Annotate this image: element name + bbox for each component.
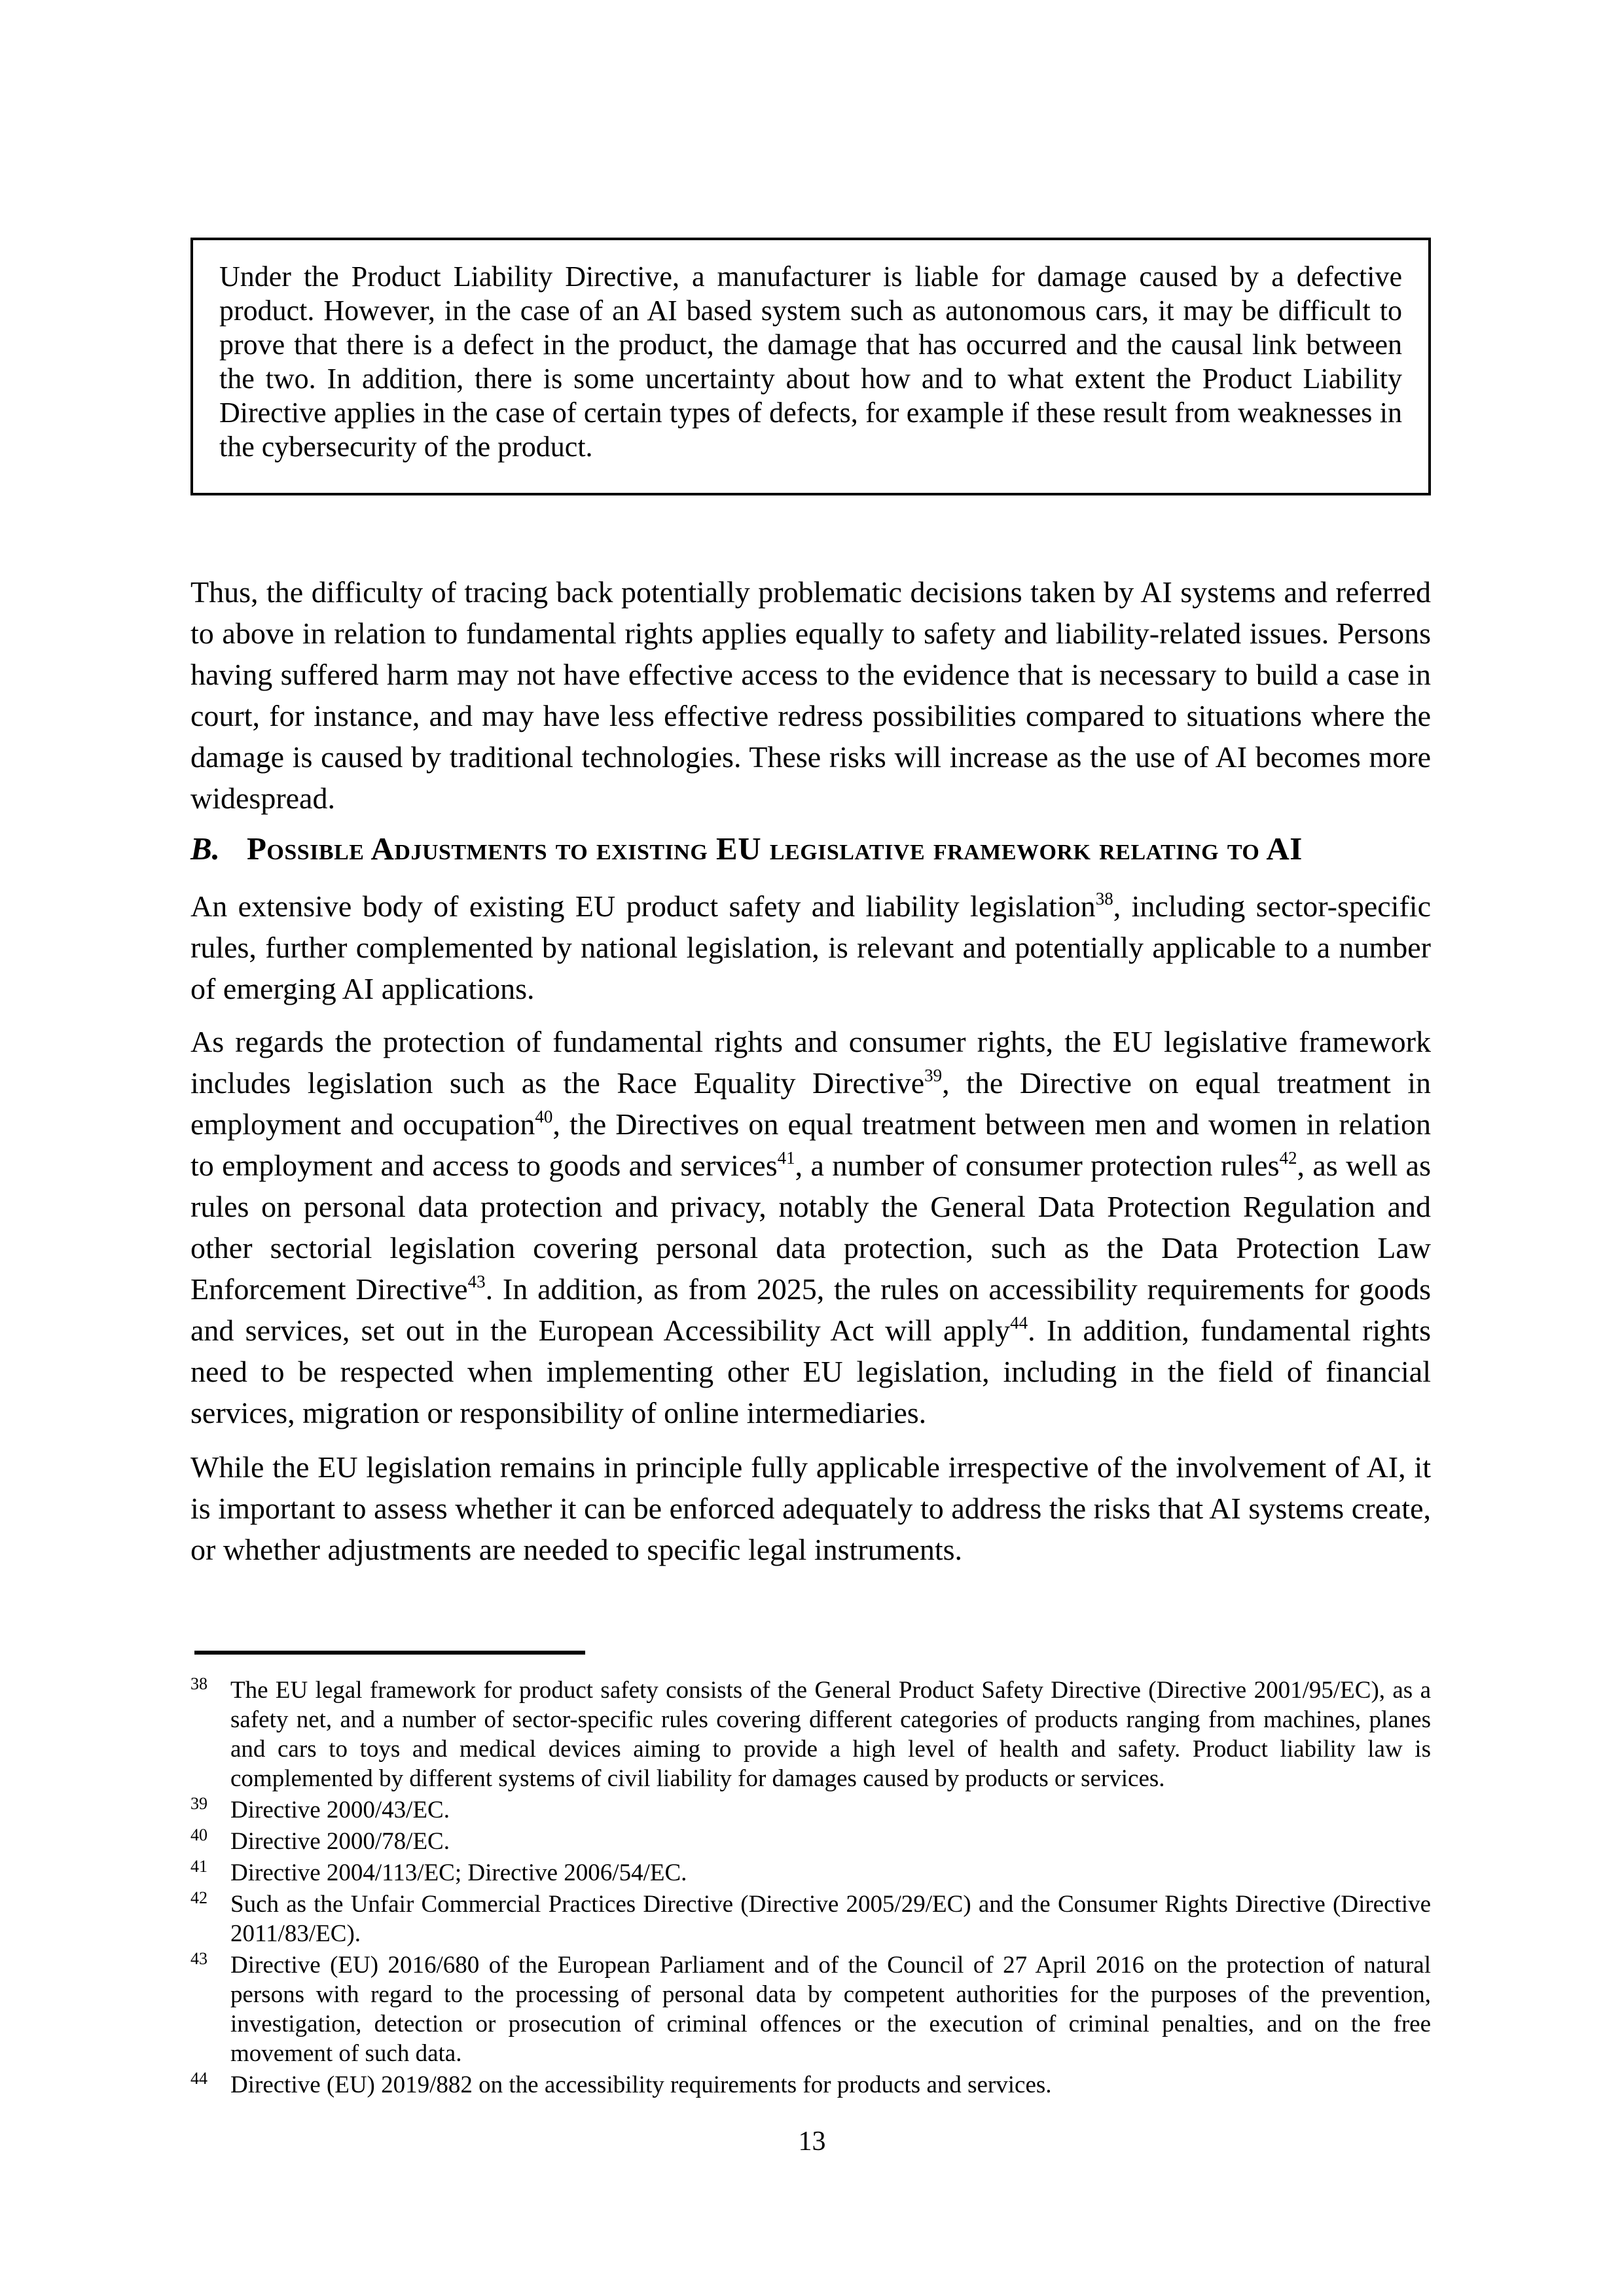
footnote-ref: 38 — [1095, 889, 1113, 908]
footnote-item: $^{40}$ Directive 2000/78/EC. — [190, 1825, 450, 1855]
footnote-ref: 43 — [467, 1272, 486, 1291]
footnote-item: $^{42}$ Such as the Unfair Commercial Practices Directive (Directive 2005/29/EC) and the Consumer Rights Directive (Directive 2011/83/EC). — [190, 1888, 1431, 1947]
footnotes-section — [190, 1651, 1431, 2102]
section-heading — [190, 829, 1431, 869]
footnote-item: $^{38}$ The EU legal framework for product safety consists of the General Product Safety Directive (Directive 2001/95/EC), as a safety net, and a number of sector-specific rules covering different categories of products ranging from machines, planes and cars to toys and medical devices aiming to provide a high level of health and safety. Product liability law is complemented by different systems of civil liability for damages caused by products or services. — [190, 1674, 1431, 1792]
footnote-ref: 41 — [777, 1148, 795, 1168]
footnote-ref: 42 — [1279, 1148, 1297, 1168]
footnote-text: The EU legal framework for product safety consists of the General Product Safety Directive (Directive 2001/95/EC), as a safety net, and a number of sector-specific rules covering different categories of products ranging from machines, planes and cars to toys and medical devices aiming to provide a high level of health and safety. Product liability law is complemented by different systems of civil liability for damages caused by products or services. — [230, 1677, 1431, 1792]
body-paragraph: Thus, the difficulty of tracing back potentially problematic decisions taken by AI systems and referred to above in relation to fundamental rights applies equally to safety and liability-related issues. Persons having suffered harm may not have effective access to the evidence that is necessary to build a case in court, for instance, and may have less effective redress possibilities compared to situations where the damage is caused by traditional technologies. These risks will increase as the use of AI becomes more widespread. — [190, 575, 1431, 815]
footnote-ref: 39 — [924, 1066, 943, 1085]
section-title: Possible Adjustments to existing EU legislative framework relating to AI — [247, 831, 1303, 867]
body-paragraph: An extensive body of existing EU product safety and liability legislation$^{38}$, including sector-specific rules, further complemented by national legislation, is relevant and potentially applicable to a number of emerging AI applications. — [190, 889, 1431, 1005]
page-number: 13 — [798, 2126, 826, 2157]
footnote-text: Directive (EU) 2019/882 on the accessibility requirements for products and services. — [230, 2072, 1052, 2098]
footnote-text: Directive (EU) 2016/680 of the European Parliament and of the Council of 27 April 2016 on the protection of natural persons with regard to the processing of personal data by competent authorities for the purposes of the prevention, investigation, detection or prosecution of criminal offences or the execution of criminal penalties, and on the free movement of such data. — [230, 1952, 1431, 2067]
footnote-text: Directive 2004/113/EC; Directive 2006/54/EC. — [230, 1859, 687, 1886]
footnote-text: Directive 2000/43/EC. — [230, 1797, 450, 1823]
footnote-text: Directive 2000/78/EC. — [230, 1828, 450, 1855]
footnote-ref: 44 — [1010, 1313, 1028, 1333]
footnote-item: $^{41}$ Directive 2004/113/EC; Directive 2006/54/EC. — [190, 1857, 687, 1886]
footnote-text: Such as the Unfair Commercial Practices Directive (Directive 2005/29/EC) and the Consumer Rights Directive (Directive 2011/83/EC). — [230, 1891, 1431, 1947]
footnote-item: $^{43}$ Directive (EU) 2016/680 of the European Parliament and of the Council of 27 April 2016 on the protection of natural persons with regard to the processing of personal data by competent authorities for the purposes of the prevention, investigation, detection or prosecution of criminal offences or the execution of criminal penalties, and on the free movement of such data. — [190, 1949, 1431, 2067]
footnote-separator — [194, 1651, 585, 1655]
body-paragraph: As regards the protection of fundamental rights and consumer rights, the EU legislative framework includes legislation such as the Race Equality Directive$^{39}$, the Directive on equal treatment in employment and occupation$^{40}$, the Directives on equal treatment between men and women in relation to employment and access to goods and services$^{41}$, a number of consumer protection rules$^{42}$, as well as rules on personal data protection and privacy, notably the General Data Protection Regulation and other sectorial legislation covering personal data protection, such as the Data Protection Law Enforcement Directive$^{43}$. In addition, as from 2025, the rules on accessibility requirements for goods and services, set out in the European Accessibility Act will apply$^{44}$. In addition, fundamental rights need to be respected when implementing other EU legislation, including in the field of financial services, migration or responsibility of online intermediaries. — [190, 1025, 1432, 1429]
footnote-item: $^{44}$ Directive (EU) 2019/882 on the accessibility requirements for products and services. — [190, 2069, 1052, 2098]
callout-text: Under the Product Liability Directive, a manufacturer is liable for damage caused by a defective product. However, in the case of an AI based system such as autonomous cars, it may be difficult to prove that there is a defect in the product, the damage that has occurred and the causal link between the two. In addition, there is some uncertainty about how and to what extent the Product Liability Directive applies in the case of certain types of defects, for example if these result from weaknesses in the cybersecurity of the product. — [219, 260, 1402, 463]
body-paragraph: While the EU legislation remains in principle fully applicable irrespective of the involvement of AI, it is important to assess whether it can be enforced adequately to address the risks that AI systems create, or whether adjustments are needed to specific legal instruments. — [190, 1450, 1431, 1566]
callout-box — [190, 238, 1431, 495]
footnote-ref: 40 — [535, 1107, 553, 1126]
main-content — [190, 238, 1431, 1570]
footnote-item: $^{39}$ Directive 2000/43/EC. — [190, 1794, 450, 1823]
section-letter: B. — [190, 831, 220, 867]
